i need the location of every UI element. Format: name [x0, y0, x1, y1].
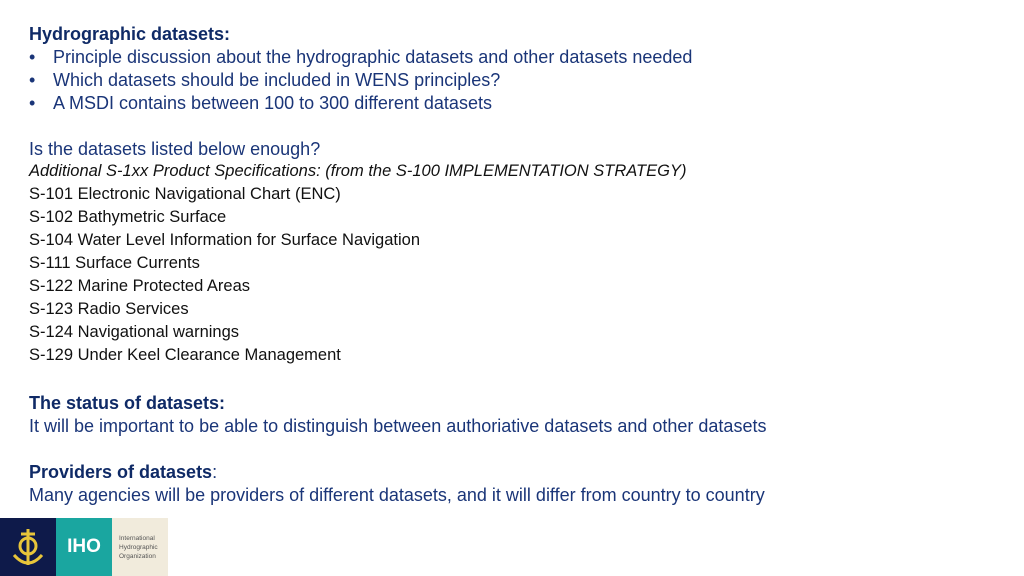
- anchor-emblem-icon: [0, 518, 56, 576]
- heading-providers: Providers of datasets: [29, 462, 213, 482]
- iho-logo: [0, 518, 168, 576]
- product-item: S-124 Navigational warnings: [29, 323, 240, 341]
- product-item: S-102 Bathymetric Surface: [29, 208, 227, 226]
- bullet-item: • Which datasets should be included in WENS principles?: [29, 70, 501, 90]
- product-item: S-129 Under Keel Clearance Management: [29, 346, 341, 364]
- providers-text: Many agencies will be providers of different datasets, and it will differ from country to country: [29, 485, 765, 505]
- subtitle-text: Additional S-1xx Product Specifications: (from the S-100 IMPLEMENTATION STRATEGY): [29, 162, 687, 180]
- question-text: Is the datasets listed below enough?: [29, 139, 321, 159]
- providers-heading-line: Providers of datasets:: [29, 462, 218, 482]
- product-item: S-122 Marine Protected Areas: [29, 277, 251, 295]
- logo-name: International Hydrographic Organization: [112, 518, 168, 576]
- logo-abbr: IHO: [56, 518, 112, 576]
- heading-status: The status of datasets:: [29, 393, 226, 413]
- product-item: S-104 Water Level Information for Surface Navigation: [29, 231, 420, 249]
- product-item: S-111 Surface Currents: [29, 254, 200, 272]
- bullet-item: • A MSDI contains between 100 to 300 different datasets: [29, 93, 492, 113]
- status-text: It will be important to be able to distinguish between authoriative datasets and other datasets: [29, 416, 767, 436]
- heading-hydrographic: Hydrographic datasets:: [29, 24, 231, 44]
- bullet-item: • Principle discussion about the hydrographic datasets and other datasets needed: [29, 47, 693, 67]
- product-item: S-101 Electronic Navigational Chart (ENC): [29, 185, 341, 203]
- product-item: S-123 Radio Services: [29, 300, 189, 318]
